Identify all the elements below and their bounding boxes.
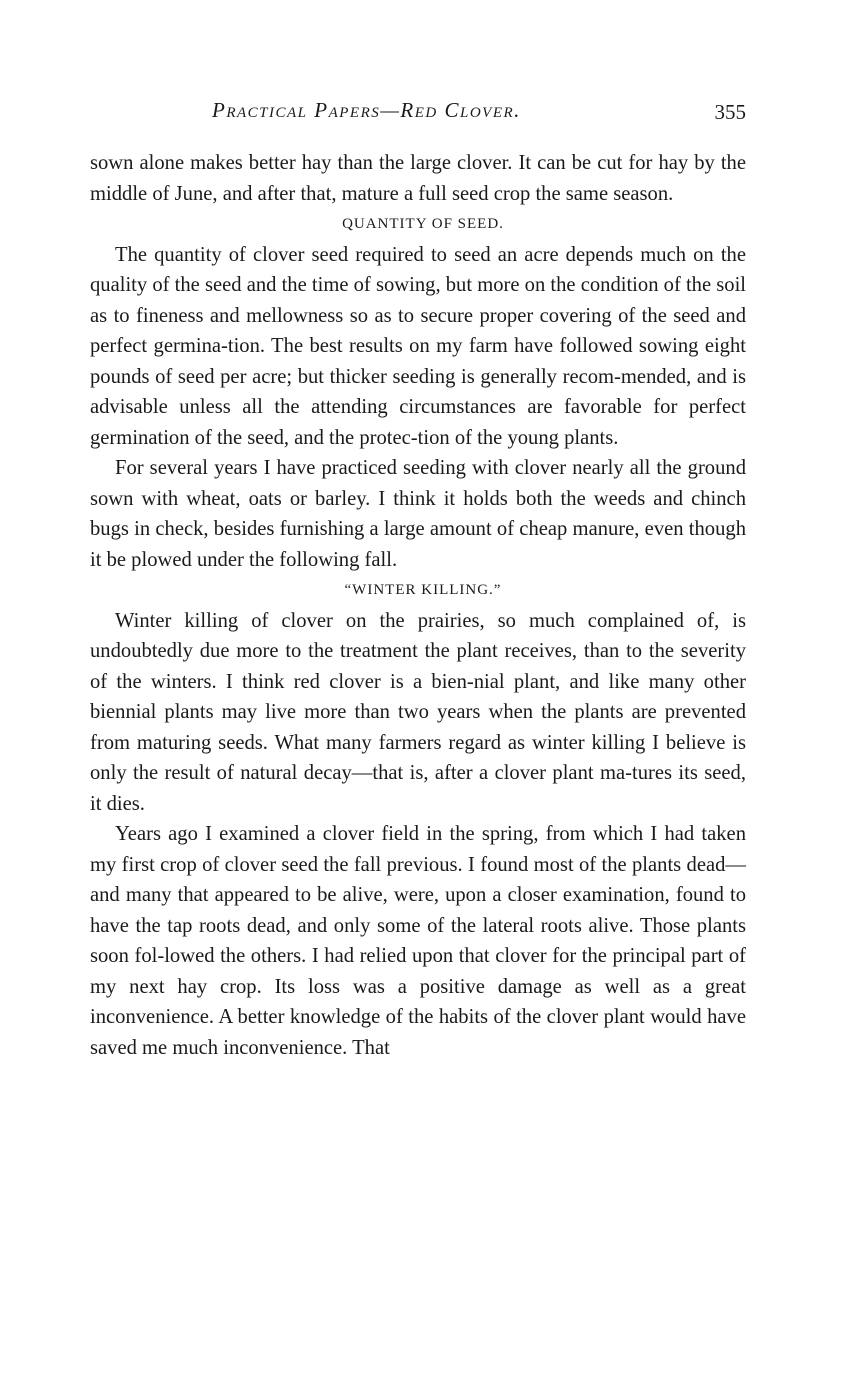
body-text	[90, 148, 746, 1063]
paragraph-seeding-practice: For several years I have practiced seeding with clover nearly all the ground sown with wheat, oats or barley. I think it holds both the weeds and chinch bugs in check, besides furnishing a large amount of cheap manure, even though it be plowed under the following fall.	[90, 457, 746, 571]
section-heading-quantity-of-seed: QUANTITY OF SEED.	[342, 216, 504, 232]
paragraph-continuation: sown alone makes better hay than the large clover. It can be cut for hay by the middle of June, and after that, mature a full seed crop the same season.	[90, 152, 746, 205]
paragraph-winter-killing: Winter killing of clover on the prairies, so much complained of, is undoubtedly due more to the treatment the plant receives, than to the severity of the winters. I think red clover is a bien-nial plant, and like many other biennial plants may live more than two years when the plants are prevented from maturing seeds. What many farmers regard as winter killing I believe is only the result of natural decay—that is, after a clover plant ma-tures its seed, it dies.	[90, 609, 746, 815]
running-title: Practical Papers—Red Clover.	[212, 98, 521, 122]
running-head	[90, 98, 750, 132]
section-heading-winter-killing: “WINTER KILLING.”	[344, 582, 502, 598]
page-number: 355	[714, 100, 746, 124]
paragraph-quantity: The quantity of clover seed required to seed an acre depends much on the quality of the seed and the time of sowing, but more on the condition of the soil as to fineness and mellowness so as to secure proper covering of the seed and perfect germina-tion. The best results on my farm have followed sowing eight pounds of seed per acre; but thicker seeding is generally recom-mended, and is advisable unless all the attending circumstances are favorable for perfect germination of the seed, and the protec-tion of the young plants.	[90, 243, 747, 449]
paragraph-clover-field: Years ago I examined a clover field in the spring, from which I had taken my first crop of clover seed the fall previous. I found most of the plants dead—and many that appeared to be alive, were, upon a closer examination, found to have the tap roots dead, and only some of the lateral roots alive. Those plants soon fol-lowed the others. I had relied upon that clover for the principal part of my next hay crop. Its loss was a positive damage as well as a great inconvenience. A better knowledge of the habits of the clover plant would have saved me much inconvenience. That	[90, 823, 746, 1059]
